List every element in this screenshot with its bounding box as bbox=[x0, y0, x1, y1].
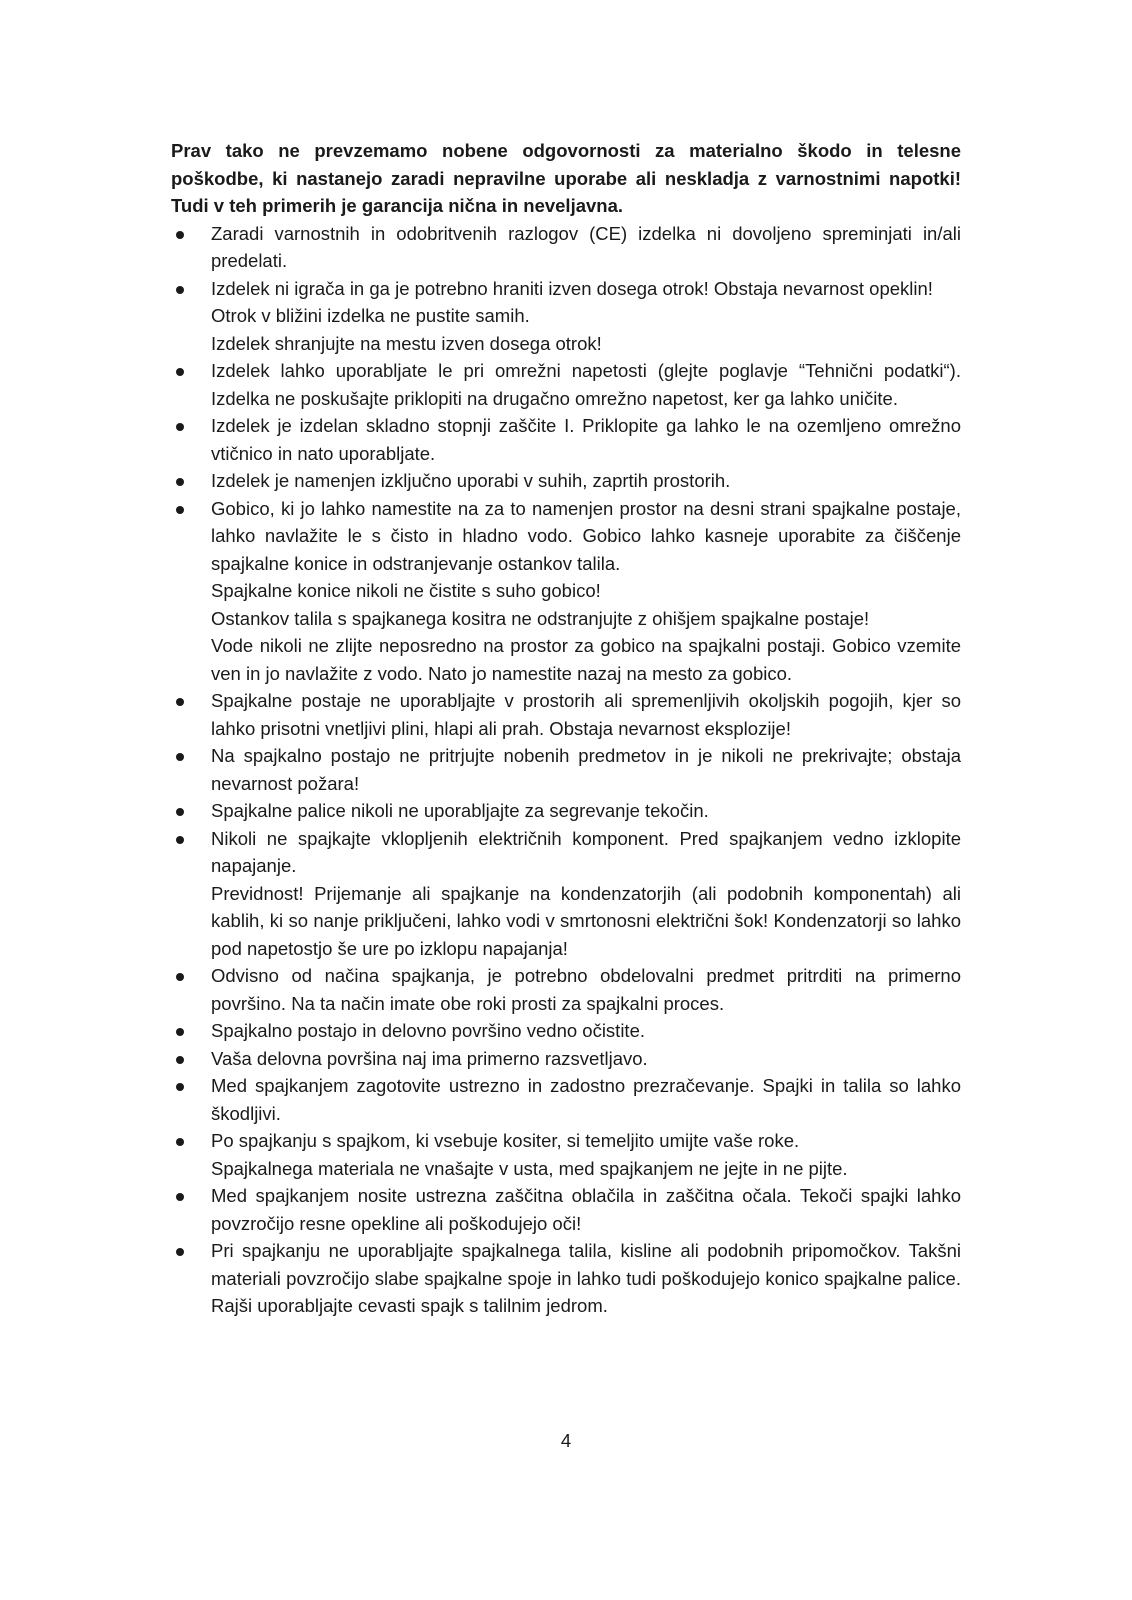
bullet-dot-icon bbox=[176, 698, 184, 706]
bullet-dot-icon bbox=[176, 808, 184, 816]
bullet-text-line: Izdelek je izdelan skladno stopnji zaščite I. Priklopite ga lahko le na ozemljeno omrežno vtičnico in nato uporabljate. bbox=[211, 415, 961, 464]
bullet-text-line: Izdelek shranjujte na mestu izven dosega otrok! bbox=[211, 332, 602, 354]
list-item bbox=[171, 357, 961, 412]
bullet-text-line: Na spajkalno postajo ne pritrjujte nobenih predmetov in je nikoli ne prekrivajte; obstaja nevarnost požara! bbox=[211, 745, 961, 794]
list-item bbox=[171, 1017, 961, 1045]
bullet-text-line: Previdnost! Prijemanje ali spajkanje na kondenzatorjih (ali podobnih komponentah) ali kablih, ki so nanje priključeni, lahko vodi v smrtonosni električni šok! Kondenzatorji so lahko pod napetostjo še ure po izklopu napajanja! bbox=[211, 882, 961, 959]
bullet-text-line: Otrok v bližini izdelka ne pustite samih. bbox=[211, 305, 530, 326]
bullet-dot-icon bbox=[176, 1028, 184, 1036]
bullet-text-line: Izdelek lahko uporabljate le pri omrežni napetosti (glejte poglavje “Tehnični podatki“). Izdelka ne poskušajte priklopiti na drugačno omrežno napetost, ker ga lahko uničite. bbox=[211, 360, 961, 409]
bullet-text-line: Pri spajkanju ne uporabljajte spajkalnega talila, kisline ali podobnih pripomočkov. Takšni materiali povzročijo slabe spajkalne spoje in lahko tudi poškodujejo konico spajkalne palice. Rajši uporabljajte cevasti spajk s talilnim jedrom. bbox=[211, 1240, 961, 1316]
bullet-dot-icon bbox=[176, 231, 184, 239]
bullet-dot-icon bbox=[176, 478, 184, 486]
list-item bbox=[171, 275, 961, 358]
list-item bbox=[171, 1045, 961, 1073]
bullet-text-line: Spajkalnega materiala ne vnašajte v usta, med spajkanjem ne jejte in ne pijte. bbox=[211, 1157, 848, 1179]
bullet-text-line: Ostankov talila s spajkanega kositra ne odstranjujte z ohišjem spajkalne postaje! bbox=[211, 607, 870, 629]
list-item bbox=[171, 1237, 961, 1320]
intro-paragraph: Prav tako ne prevzemamo nobene odgovornosti za materialno škodo in telesne poškodbe, ki nastanejo zaradi nepravilne uporabe ali neskladja z varnostnimi napotki! Tudi v teh primerih je garancija nična in neveljavna. bbox=[171, 140, 961, 216]
list-item bbox=[171, 220, 961, 275]
safety-bullet-list bbox=[171, 220, 961, 1320]
list-item bbox=[171, 495, 961, 688]
bullet-text-line: Spajkalno postajo in delovno površino vedno očistite. bbox=[211, 1020, 646, 1041]
bullet-text-line: Odvisno od načina spajkanja, je potrebno obdelovalni predmet pritrditi na primerno površino. Na ta način imate obe roki prosti za spajkalni proces. bbox=[211, 965, 961, 1014]
list-item bbox=[171, 467, 961, 495]
page-number: 4 bbox=[560, 1430, 572, 1451]
bullet-text-line: Zaradi varnostnih in odobritvenih razlogov (CE) izdelka ni dovoljeno spreminjati in/ali predelati. bbox=[211, 222, 961, 271]
bullet-dot-icon bbox=[176, 506, 184, 514]
bullet-text-line: Spajkalne postaje ne uporabljajte v prostorih ali spremenljivih okoljskih pogojih, kjer so lahko prisotni vnetljivi plini, hlapi ali prah. Obstaja nevarnost eksplozije! bbox=[211, 690, 961, 739]
bullet-text-line: Izdelek ni igrača in ga je potrebno hraniti izven dosega otrok! Obstaja nevarnost opeklin! bbox=[211, 277, 933, 299]
bullet-text-line: Nikoli ne spajkajte vklopljenih električnih komponent. Pred spajkanjem vedno izklopite napajanje. bbox=[211, 827, 961, 876]
bullet-text-line: Vode nikoli ne zlijte neposredno na prostor za gobico na spajkalni postaji. Gobico vzemite ven in jo navlažite z vodo. Nato jo namestite nazaj na mesto za gobico. bbox=[211, 635, 961, 684]
bullet-dot-icon bbox=[176, 753, 184, 761]
bullet-dot-icon bbox=[176, 836, 184, 844]
page-content bbox=[171, 137, 961, 1320]
bullet-dot-icon bbox=[176, 1193, 184, 1201]
bullet-dot-icon bbox=[176, 1056, 184, 1064]
bullet-dot-icon bbox=[176, 1248, 184, 1256]
bullet-text-line: Spajkalne konice nikoli ne čistite s suho gobico! bbox=[211, 580, 601, 601]
bullet-text-line: Med spajkanjem zagotovite ustrezno in zadostno prezračevanje. Spajki in talila so lahko škodljivi. bbox=[211, 1075, 961, 1124]
bullet-text-line: Izdelek je namenjen izključno uporabi v suhih, zaprtih prostorih. bbox=[211, 470, 731, 491]
bullet-text-line: Vaša delovna površina naj ima primerno razsvetljavo. bbox=[211, 1047, 648, 1069]
list-item bbox=[171, 742, 961, 797]
list-item bbox=[171, 412, 961, 467]
list-item bbox=[171, 797, 961, 825]
bullet-text-line: Spajkalne palice nikoli ne uporabljajte za segrevanje tekočin. bbox=[211, 800, 709, 821]
list-item bbox=[171, 687, 961, 742]
list-item bbox=[171, 825, 961, 963]
bullet-text-line: Po spajkanju s spajkom, ki vsebuje kositer, si temeljito umijte vaše roke. bbox=[211, 1130, 800, 1151]
bullet-text-line: Gobico, ki jo lahko namestite na za to namenjen prostor na desni strani spajkalne postaje, lahko navlažite le s čisto in hladno vodo. Gobico lahko kasneje uporabite za čiščenje spajkalne konice in odstranjevanje ostankov talila. bbox=[211, 497, 961, 574]
bullet-dot-icon bbox=[176, 1083, 184, 1091]
bullet-dot-icon bbox=[176, 368, 184, 376]
bullet-text-line: Med spajkanjem nosite ustrezna zaščitna oblačila in zaščitna očala. Tekoči spajki lahko povzročijo resne opekline ali poškodujejo oči! bbox=[211, 1185, 961, 1234]
list-item bbox=[171, 1182, 961, 1237]
bullet-dot-icon bbox=[176, 1138, 184, 1146]
list-item bbox=[171, 962, 961, 1017]
list-item bbox=[171, 1127, 961, 1182]
list-item bbox=[171, 1072, 961, 1127]
bullet-dot-icon bbox=[176, 973, 184, 981]
bullet-dot-icon bbox=[176, 286, 184, 294]
bullet-dot-icon bbox=[176, 423, 184, 431]
